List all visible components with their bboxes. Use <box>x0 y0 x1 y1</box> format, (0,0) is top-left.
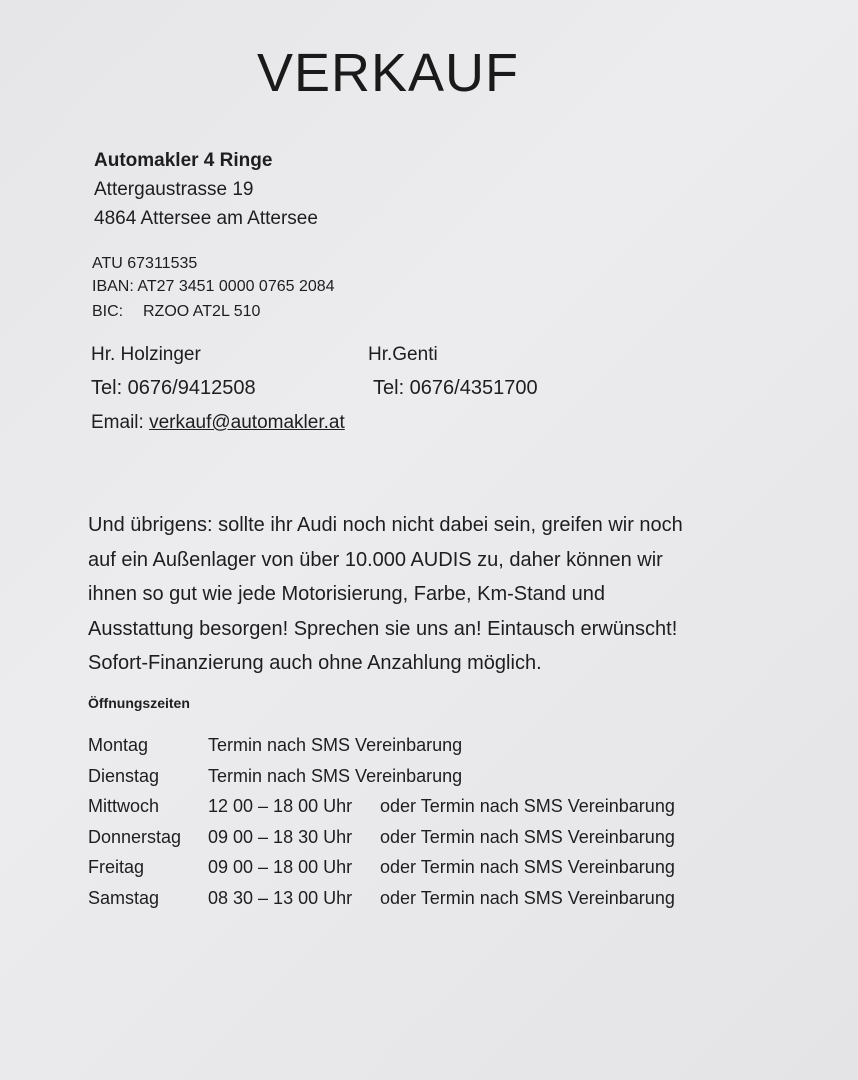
contact-tel-1: Tel: 0676/9412508 <box>91 377 256 399</box>
note: oder Termin nach SMS Vereinbarung <box>380 796 675 817</box>
contact-tel-2: Tel: 0676/4351700 <box>373 377 538 399</box>
company-street: Attergaustrasse 19 <box>94 179 254 200</box>
paragraph-line: ihnen so gut wie jede Motorisierung, Farbe, Km-Stand und <box>88 583 605 605</box>
paragraph-line: Sofort-Finanzierung auch ohne Anzahlung möglich. <box>88 652 542 674</box>
paragraph-line: auf ein Außenlager von über 10.000 AUDIS zu, daher können wir <box>88 548 663 571</box>
day: Dienstag <box>88 765 160 786</box>
paragraph-line: Und übrigens: sollte ihr Audi noch nicht dabei sein, greifen wir noch <box>88 514 683 536</box>
company-city: 4864 Attersee am Attersee <box>94 208 318 229</box>
time: 09 00 – 18 30 Uhr <box>208 826 353 847</box>
info-paragraph <box>88 508 683 681</box>
day: Freitag <box>88 857 145 878</box>
company-name: Automakler 4 Ringe <box>94 150 273 171</box>
vat-id: ATU 67311535 <box>92 255 198 272</box>
contact-name-2: Hr.Genti <box>368 344 438 365</box>
day: Mittwoch <box>88 796 160 817</box>
time: 08 30 – 13 00 Uhr <box>208 887 353 908</box>
time: Termin nach SMS Vereinbarung <box>208 765 463 786</box>
page-title: VERKAUF <box>256 43 520 103</box>
note: oder Termin nach SMS Vereinbarung <box>380 887 675 908</box>
email-link[interactable]: verkauf@automakler.at <box>149 412 345 433</box>
email-line <box>91 412 345 434</box>
day: Samstag <box>88 887 160 908</box>
iban: IBAN: AT27 3451 0000 0765 2084 <box>92 278 335 295</box>
contact-name-1: Hr. Holzinger <box>91 344 201 365</box>
day: Donnerstag <box>88 826 182 847</box>
time: 12 00 – 18 00 Uhr <box>208 796 353 817</box>
paragraph-line: Ausstattung besorgen! Sprechen sie uns an! Eintausch erwünscht! <box>88 617 678 640</box>
bic-label: BIC: <box>92 303 124 320</box>
time: Termin nach SMS Vereinbarung <box>208 735 463 755</box>
hours-heading: Öffnungszeiten <box>88 695 190 711</box>
email-label: Email: <box>91 412 144 433</box>
day: Montag <box>88 735 149 755</box>
note: oder Termin nach SMS Vereinbarung <box>380 826 675 847</box>
time: 09 00 – 18 00 Uhr <box>208 857 353 878</box>
bic: RZOO AT2L 510 <box>143 303 261 320</box>
note: oder Termin nach SMS Vereinbarung <box>380 857 675 878</box>
